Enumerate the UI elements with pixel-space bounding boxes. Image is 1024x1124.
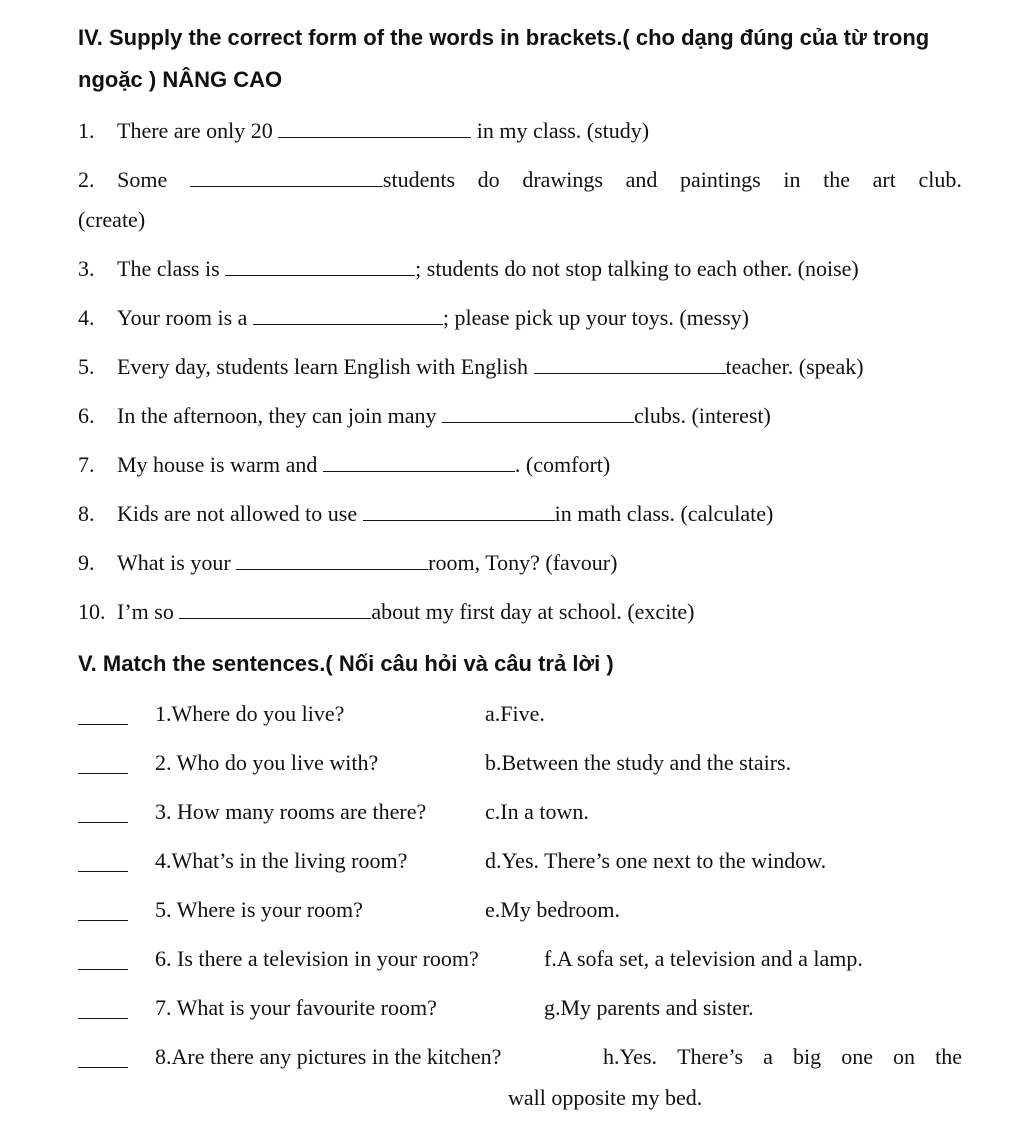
section-5-title: V. Match the sentences.( Nối câu hỏi và câu trả lời ) <box>78 651 614 676</box>
match-blank-8[interactable] <box>78 1067 128 1068</box>
match-question-3: 3. How many rooms are there? <box>155 799 427 824</box>
match-question-5: 5. Where is your room? <box>155 897 363 922</box>
item-word: and <box>625 167 658 192</box>
item-number: 4. <box>78 305 95 330</box>
item-text: . (comfort) <box>514 452 611 477</box>
item-number: 6. <box>78 403 95 428</box>
item-text: There are only 20 <box>117 118 273 143</box>
item-number: 5. <box>78 354 95 379</box>
item-text: My house is warm and <box>117 452 318 477</box>
match-answer-h <box>603 1043 962 1071</box>
item-text: Every day, students learn English with English <box>117 354 529 379</box>
item-number: 9. <box>78 550 95 575</box>
match-answer-g: g.My parents and sister. <box>544 995 754 1020</box>
item-text: ; please pick up your toys. (messy) <box>442 305 749 330</box>
item-word: drawings <box>522 167 603 192</box>
match-answer-b: b.Between the study and the stairs. <box>485 750 792 775</box>
answer-blank-9[interactable] <box>236 551 428 570</box>
item-number: 1. <box>78 118 95 143</box>
item-word: art <box>872 167 896 192</box>
answer-word: There’s <box>677 1044 744 1069</box>
exercise-item-8 <box>78 500 773 528</box>
answer-blank-8[interactable] <box>363 502 555 521</box>
item-text: room, Tony? (favour) <box>428 550 618 575</box>
match-answer-e: e.My bedroom. <box>485 897 621 922</box>
match-blank-7[interactable] <box>78 1018 128 1019</box>
exercise-item-4 <box>78 304 749 332</box>
item-number: 2. <box>78 167 95 192</box>
match-blank-4[interactable] <box>78 871 128 872</box>
match-question-7: 7. What is your favourite room? <box>155 995 437 1020</box>
answer-blank-4[interactable] <box>253 306 443 325</box>
answer-word: on <box>893 1044 916 1069</box>
match-question-4: 4.What’s in the living room? <box>155 848 408 873</box>
match-answer-c: c.In a town. <box>485 799 589 824</box>
match-answer-a: a.Five. <box>485 701 545 726</box>
answer-blank-6[interactable] <box>442 404 634 423</box>
item-number: 3. <box>78 256 95 281</box>
item-text: ; students do not stop talking to each other. (noise) <box>415 256 859 281</box>
item-word: students <box>382 167 456 192</box>
answer-word: the <box>935 1044 962 1069</box>
item-text: In the afternoon, they can join many <box>117 403 437 428</box>
match-question-2: 2. Who do you live with? <box>155 750 379 775</box>
item-text: about my first day at school. (excite) <box>371 599 695 624</box>
item-text: in my class. (study) <box>476 118 650 143</box>
exercise-item-3 <box>78 255 859 283</box>
item-word: the <box>823 167 850 192</box>
item-text: clubs. (interest) <box>634 403 771 428</box>
exercise-item-2 <box>78 166 962 194</box>
item-text: Kids are not allowed to use <box>117 501 358 526</box>
item-text: Some <box>117 167 168 192</box>
answer-blank-5[interactable] <box>534 355 726 374</box>
answer-blank-10[interactable] <box>179 600 371 619</box>
match-blank-2[interactable] <box>78 773 128 774</box>
exercise-item-7 <box>78 451 610 479</box>
item-text: Your room is a <box>117 305 248 330</box>
match-question-8: 8.Are there any pictures in the kitchen? <box>155 1044 502 1069</box>
answer-word: one <box>841 1044 873 1069</box>
item-text: I’m so <box>117 599 174 624</box>
item-word: club. <box>918 167 962 192</box>
answer-blank-7[interactable] <box>323 453 515 472</box>
match-question-6: 6. Is there a television in your room? <box>155 946 479 971</box>
item-word: paintings <box>680 167 761 192</box>
match-blank-5[interactable] <box>78 920 128 921</box>
item-number: 10. <box>78 599 106 624</box>
item-text: in math class. (calculate) <box>554 501 774 526</box>
match-question-1: 1.Where do you live? <box>155 701 345 726</box>
item-text: teacher. (speak) <box>725 354 864 379</box>
exercise-item-1 <box>78 117 649 145</box>
item-number: 8. <box>78 501 95 526</box>
answer-blank-3[interactable] <box>225 257 415 276</box>
match-answer-d: d.Yes. There’s one next to the window. <box>485 848 827 873</box>
exercise-item-9 <box>78 549 617 577</box>
answer-blank-2[interactable] <box>190 168 383 187</box>
match-blank-6[interactable] <box>78 969 128 970</box>
item-text: What is your <box>117 550 231 575</box>
item-number: 7. <box>78 452 95 477</box>
item-word: do <box>477 167 500 192</box>
answer-blank-1[interactable] <box>278 119 471 138</box>
item-word: in <box>783 167 801 192</box>
answer-word: h.Yes. <box>603 1044 658 1069</box>
exercise-item-6 <box>78 402 771 430</box>
exercise-item-10 <box>78 598 695 626</box>
section-4-title-cont: ngoặc ) NÂNG CAO <box>78 67 283 92</box>
match-blank-1[interactable] <box>78 724 128 725</box>
section-4-title: IV. Supply the correct form of the words in brackets.( cho dạng đúng của từ trong <box>78 25 930 50</box>
item-text: The class is <box>117 256 220 281</box>
match-answer-f: f.A sofa set, a television and a lamp. <box>544 946 863 971</box>
match-blank-3[interactable] <box>78 822 128 823</box>
answer-word: a <box>763 1044 773 1069</box>
exercise-item-2-cont: (create) <box>78 207 146 232</box>
match-answer-h-cont: wall opposite my bed. <box>508 1085 703 1110</box>
exercise-item-5 <box>78 353 864 381</box>
answer-word: big <box>792 1044 822 1069</box>
